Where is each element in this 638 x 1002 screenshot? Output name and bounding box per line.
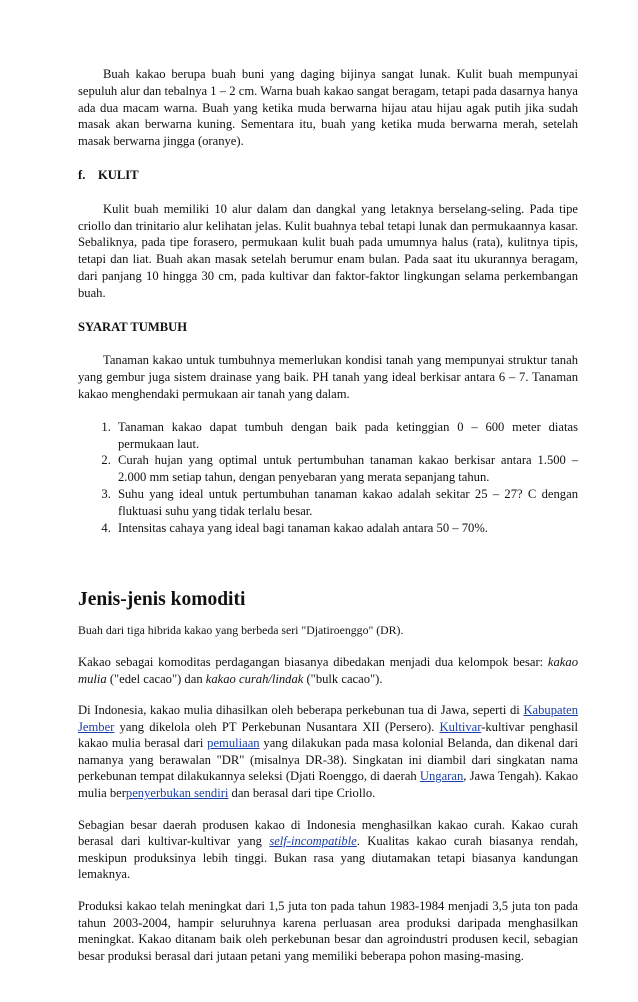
list-item: 1. Tanaman kakao dapat tumbuh dengan baik pada ketinggian 0 – 600 meter diatas permukaan laut. [114, 419, 578, 453]
image-caption: Buah dari tiga hibrida kakao yang berbeda seri "Djatiroenggo" (DR). [78, 623, 404, 638]
text-run: dan berasal dari tipe Criollo. [228, 786, 376, 801]
link-kabupaten-jember[interactable]: Kabupaten Jember [78, 703, 578, 734]
link-ungaran[interactable]: Ungaran [419, 769, 464, 784]
paragraph-syarat-tumbuh: Tanaman kakao untuk tumbuhnya memerlukan kondisi tanah yang mempunyai struktur tanah yang gembur juga sistem drainase yang baik. PH tanah yang ideal berkisar antara 6 – 7. Tanaman kakao menghendaki permukaan air tanah yang dalam. [78, 353, 578, 401]
text-run: ("bulk cacao"). [303, 671, 383, 686]
list-item: 4. Intensitas cahaya yang ideal bagi tanaman kakao adalah antara 50 – 70%. [114, 520, 578, 537]
heading-syarat-tumbuh: SYARAT TUMBUH [78, 319, 188, 334]
link-kultivar[interactable]: Kultivar [439, 719, 482, 734]
link-self-incompatible[interactable]: self-incompatible [269, 834, 357, 849]
link-penyerbukan-sendiri[interactable]: penyerbukan sendiri [125, 786, 229, 801]
emphasis-kakao-curah: kakao curah/lindak [205, 671, 304, 686]
heading-kulit [78, 167, 578, 184]
text-run: yang dikelola oleh PT Perkebunan Nusantara XII (Persero). [114, 719, 440, 734]
paragraph-produksi: Produksi kakao telah meningkat dari 1,5 juta ton pada tahun 1983-1984 menjadi 3,5 juta ton pada tahun 2003-2004, hampir seluruhnya karena perluasan area produksi daripada menghasilkan meningkat. Kakao ditanam baik oleh perkebunan besar dan agroindustri produsen kecil, sebagian besar produksi berasal dari jutaan petani yang memiliki beberapa pohon masing-masing. [78, 899, 578, 963]
link-pemuliaan[interactable]: pemuliaan [207, 736, 260, 751]
paragraph-kelompok [78, 654, 578, 687]
paragraph-buah: Buah kakao berupa buah buni yang daging bijinya sangat lunak. Kulit buah mempunyai sepuluh alur dan tebalnya 1 – 2 cm. Warna buah kakao sangat beragam, tetapi pada dasarnya hanya ada dua macam warna. Buah yang ketika muda berwarna hijau atau hijau agak putih jika sudah masak akan berwarna kuning. Sementara itu, buah yang ketika muda berwarna merah, setelah masak berwarna jingga (oranye). [78, 67, 578, 149]
text-run: Sebagian besar daerah produsen kakao di Indonesia menghasilkan kakao curah. Kakao curah berasal dari kultivar-kultivar yang [78, 817, 578, 849]
text-run: Kakao sebagai komoditas perdagangan biasanya dibedakan menjadi dua kelompok besar: [78, 654, 548, 669]
paragraph-kakao-mulia [78, 702, 578, 802]
section-title-jenis-komoditi: Jenis-jenis komoditi [78, 589, 246, 611]
text-run: yang dilakukan pada masa kolonial Belanda, dan dikenal dari namanya yang berawalan "DR" (misalnya DR-38). Singkatan ini diambil dari singkatan nama perkebunan tempat dilakukannya seleksi (Djati Roenggo, di daerah [78, 736, 578, 784]
syarat-tumbuh-list [78, 419, 578, 537]
list-item: 2. Curah hujan yang optimal untuk pertumbuhan tanaman kakao berkisar antara 1.500 – 2.000 mm setiap tahun, dengan penyebaran yang merata sepanjang tahun. [114, 452, 578, 486]
paragraph-kulit: Kulit buah memiliki 10 alur dalam dan dangkal yang letaknya berselang-seling. Pada tipe criollo dan trinitario alur kelihatan jelas. Kulit buahnya tebal tetapi lunak dan permukaannya kasar. Sebaliknya, pada tipe forasero, permukaan kulit buah pada umumnya halus (rata), kulitnya tipis, tetapi dan liat. Buah akan masak setelah berumur enam bulan. Pada saat itu ukurannya beragam, dari panjang 10 hingga 30 cm, pada kultivar dan faktor-faktor lingkungan selama perkembangan buah. [78, 201, 578, 300]
emphasis-kakao-mulia: kakao mulia [78, 654, 578, 686]
section-jenis-komoditi [78, 622, 578, 964]
text-run: Di Indonesia, kakao mulia dihasilkan oleh beberapa perkebunan tua di Jawa, seperti di [78, 703, 524, 718]
heading-kulit-title: KULIT [98, 167, 139, 182]
text-run: -kultivar penghasil kakao mulia berasal dari [78, 719, 578, 751]
heading-kulit-number: f. [78, 167, 86, 182]
text-run: . Kualitas kakao curah biasanya rendah, meskipun produksinya lebih tinggi. Bukan rasa yang diutamakan tetapi biasanya kandungan lemaknya. [78, 834, 578, 882]
text-run: ("edel cacao") dan [106, 671, 206, 686]
text-run: , Jawa Tengah). Kakao mulia ber [78, 769, 578, 801]
paragraph-kakao-curah [78, 817, 578, 883]
list-item: 3. Suhu yang ideal untuk pertumbuhan tanaman kakao adalah sekitar 25 – 27? C dengan fluktuasi suhu yang tidak terlalu besar. [114, 486, 578, 520]
